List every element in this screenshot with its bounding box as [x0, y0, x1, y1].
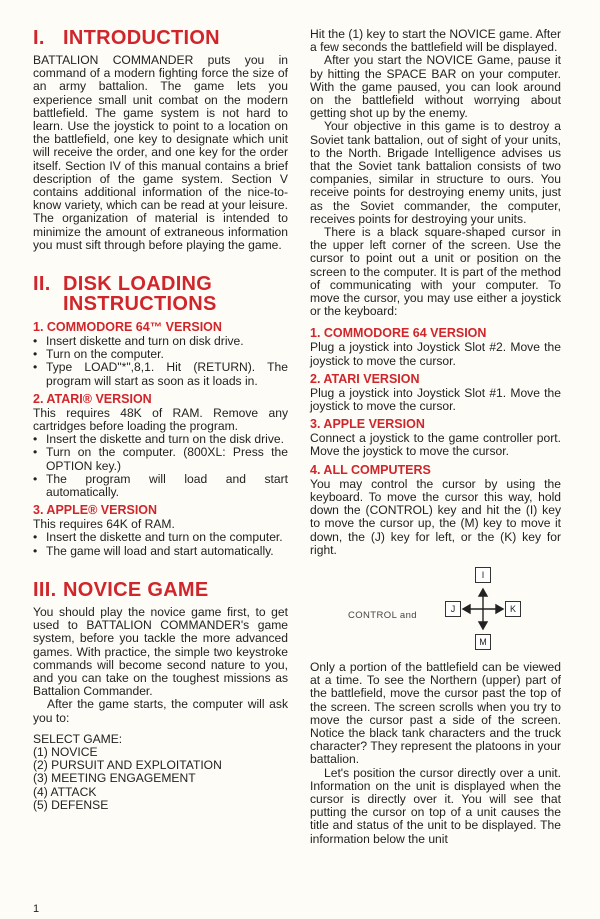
list-item: • Type LOAD"*",8,1. Hit (RETURN). The program will start as soon as it loads in. — [33, 361, 288, 387]
list-item: • The program will load and start automatically. — [33, 473, 288, 499]
menu-line: (2) PURSUIT AND EXPLOITATION — [33, 758, 222, 773]
select-game-menu — [33, 733, 288, 812]
menu-line: SELECT GAME: — [33, 731, 123, 746]
body-paragraph: Only a portion of the battlefield can be viewed at a time. To see the Northern (upper) part of the battlefield, move the cursor past the top of the screen. The screen scrolls when you try to move the cursor past a side of the screen. Notice the black tank characters and the truck character? They represent the platoons in your battalion. — [310, 659, 561, 767]
atari-cursor-heading: 2. ATARI VERSION — [310, 371, 420, 386]
section-heading-disk-loading: II. DISK LOADING INSTRUCTIONS — [33, 273, 217, 316]
body-paragraph: After you start the NOVICE Game, pause it by hitting the SPACE BAR on your computer. With the game paused, you can look around on the battlefield without worrying about getting shot up by the enemy. — [310, 53, 561, 121]
body-paragraph: Your objective in this game is to destroy a Soviet tank battalion, out of sight of your units, to the North. Brigade Intelligence advises us that the Soviet tank battalion consists of two companies, similar in structure to ours. You receive points for destroying enemy units, just as the Soviet commander, the computer, receives points for destroying your units. — [310, 119, 561, 226]
c64-cursor-heading: 1. COMMODORE 64 VERSION — [310, 326, 487, 341]
body-paragraph: Let's position the cursor directly over a unit. Information on the unit is displayed when the cursor is directly over it. You will see that putting the cursor on top of a unit causes the title and status of the unit to be displayed. The information below the unit — [310, 765, 561, 846]
novice-paragraph-2: After the game starts, the computer will ask you to: — [33, 697, 288, 725]
apple-steps — [33, 531, 288, 557]
left-column — [33, 28, 288, 812]
menu-line: (5) DEFENSE — [33, 797, 109, 812]
body-paragraph: There is a black square-shaped cursor in the upper left corner of the screen. Use the cursor to point out a unit or position on the screen to the computer. It is part of the method of communicating with your computer. To move the cursor, you may use either a joystick or the keyboard: — [310, 225, 561, 319]
list-item: • Insert diskette and turn on disk drive. — [33, 335, 288, 348]
apple-heading: 3. APPLE® VERSION — [33, 503, 158, 518]
atari-steps — [33, 433, 288, 499]
list-item: • The game will load and start automatically. — [33, 545, 288, 558]
c64-heading: 1. COMMODORE 64™ VERSION — [33, 320, 222, 335]
atari-text: This requires 48K of RAM. Remove any cartridges before loading the program. — [33, 405, 288, 434]
c64-cursor-text: Plug a joystick into Joystick Slot #2. Move the joystick to move the cursor. — [310, 340, 561, 368]
cursor-key-diagram — [310, 567, 561, 651]
list-item: • Turn on the computer. (800XL: Press the OPTION key.) — [33, 446, 288, 472]
list-item: • Turn on the computer. — [33, 348, 288, 361]
key-k: K — [505, 601, 521, 617]
apple-cursor-heading: 3. APPLE VERSION — [310, 417, 425, 432]
atari-cursor-text: Plug a joystick into Joystick Slot #1. Move the joystick to move the cursor. — [310, 385, 561, 414]
key-j: J — [445, 601, 461, 617]
key-i: I — [475, 567, 491, 583]
menu-line: (3) MEETING ENGAGEMENT — [33, 771, 196, 786]
menu-line: (1) NOVICE — [33, 744, 98, 759]
key-m: M — [475, 634, 491, 650]
all-computers-text: You may control the cursor by using the keyboard. To move the cursor this way, hold down the (CONTROL) key and hit the (I) key to move the cursor up, the (M) key to move it down, the (J) key for left, or the (K) key for right. — [310, 476, 561, 557]
control-key-label: CONTROL and — [348, 609, 417, 621]
list-item: • Insert the diskette and turn on the computer. — [33, 531, 288, 544]
intro-paragraph: BATTALION COMMANDER puts you in command of a modern fighting force the size of an army battalion. The game lets you experience small unit combat on the modern battlefield. The game system is not hard to learn. Use the joystick to point to a location on the battlefield, one key to designate which unit will receive the order, and one key for the order itself. Section IV of this manual contains a brief description of the game system. Section V contains additional information of the nice-to-know variety, which can be read at your leisure. The organization of material is intended to minimize the amount of extraneous information you must sift through before playing the game. — [33, 53, 288, 252]
all-computers-heading: 4. ALL COMPUTERS — [310, 462, 431, 477]
section-heading-novice-game: III. NOVICE GAME — [33, 578, 209, 601]
page-number: 1 — [33, 903, 40, 915]
body-paragraph: Hit the (1) key to start the NOVICE game. After a few seconds the battlefield will be displayed. — [310, 27, 561, 55]
direction-arrows-icon — [310, 567, 561, 651]
menu-line: (4) ATTACK — [33, 784, 97, 799]
list-item: • Insert the diskette and turn on the disk drive. — [33, 433, 288, 446]
novice-paragraph: You should play the novice game first, to get used to BATTALION COMMANDER's game system, before you tackle the more advanced games. With practice, the simple two keystroke commands will become second nature to you, and you can take on the toughest missions as Battalion Commander. — [33, 604, 288, 699]
apple-cursor-text: Connect a joystick to the game controller port. Move the joystick to move the cursor. — [310, 431, 561, 459]
c64-steps — [33, 335, 288, 388]
section-heading-introduction: I. INTRODUCTION — [33, 27, 220, 49]
right-column — [310, 28, 561, 846]
atari-heading: 2. ATARI® VERSION — [33, 391, 152, 406]
apple-text: This requires 64K of RAM. — [33, 517, 175, 532]
